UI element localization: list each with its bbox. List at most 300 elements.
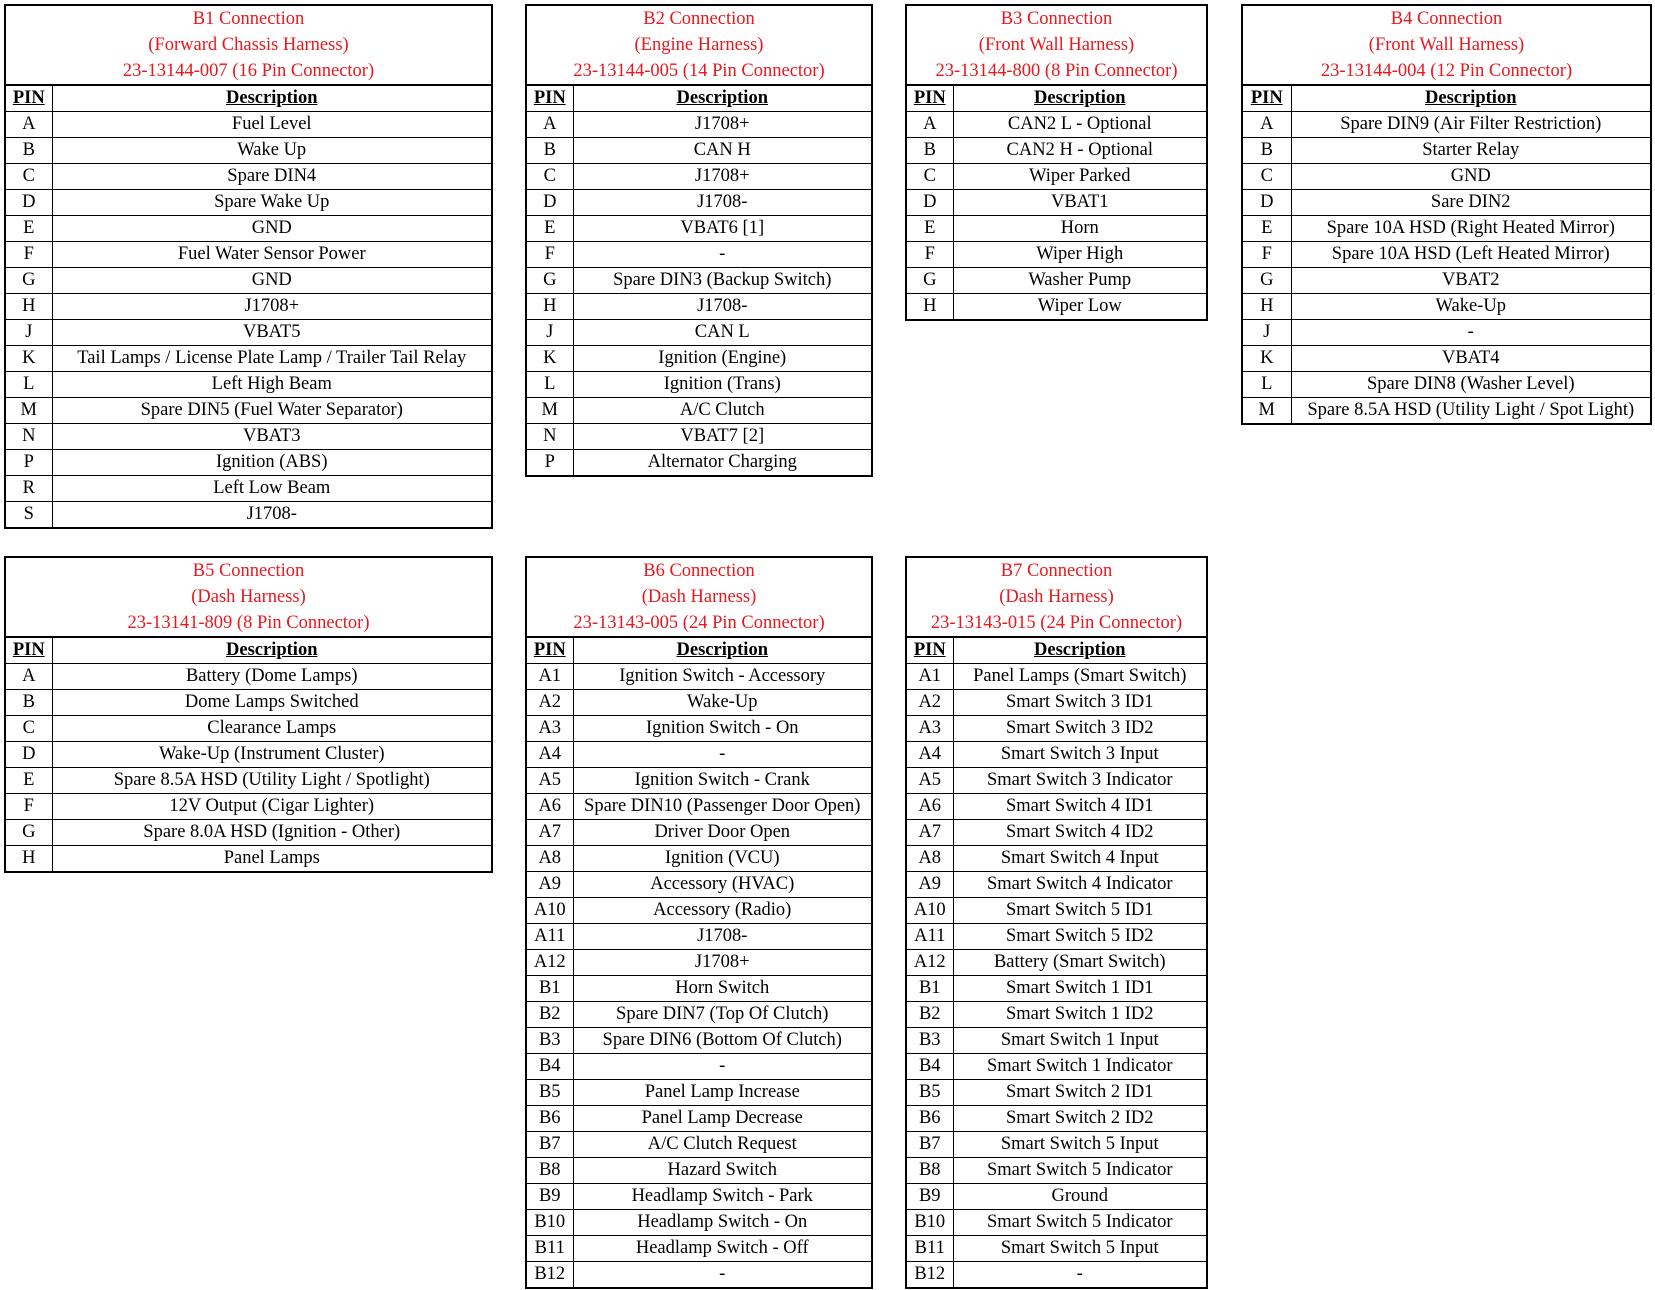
table-row [6,690,491,716]
table-row [907,1028,1206,1054]
pin-cell: A6 [907,794,953,820]
pin-cell: B7 [907,1132,953,1158]
description-column-header: Description [573,86,871,112]
column-header-row [6,86,491,112]
connector-header [1243,6,1650,86]
pin-cell: A [6,112,52,138]
description-cell: Smart Switch 5 Indicator [953,1158,1206,1184]
table-row [6,138,491,164]
pin-cell: B5 [527,1080,573,1106]
description-cell: Fuel Water Sensor Power [52,242,491,268]
description-cell: Smart Switch 1 ID2 [953,1002,1206,1028]
pin-cell: R [6,476,52,502]
description-cell: J1708+ [52,294,491,320]
description-cell: J1708- [573,924,871,950]
pin-column-header: PIN [907,638,953,664]
connector-title: B3 Connection [1000,9,1113,29]
pin-cell: B6 [527,1106,573,1132]
table-row [907,1080,1206,1106]
pin-cell: B [6,138,52,164]
table-row [6,846,491,872]
table-row [527,872,871,898]
table-row [527,372,871,398]
table-row [527,450,871,476]
table-row [907,664,1206,690]
connector-header [907,6,1206,86]
description-cell: - [573,742,871,768]
description-cell: Spare DIN8 (Washer Level) [1291,372,1650,398]
table-row [6,502,491,528]
pin-cell: K [527,346,573,372]
pin-cell: A5 [527,768,573,794]
pin-cell: P [527,450,573,476]
pin-cell: A3 [907,716,953,742]
connector-header [907,558,1206,638]
pin-cell: B10 [907,1210,953,1236]
table-row [527,1106,871,1132]
pin-cell: B8 [527,1158,573,1184]
table-row [527,398,871,424]
pin-column-header: PIN [6,638,52,664]
table-row [907,976,1206,1002]
table-row [1243,190,1650,216]
table-row [527,112,871,138]
description-cell: - [573,1054,871,1080]
connector-table-b6 [525,556,873,1289]
pin-cell: D [527,190,573,216]
table-row [907,1054,1206,1080]
pin-cell: A2 [907,690,953,716]
harness-name: (Front Wall Harness) [1368,35,1525,55]
description-cell: - [573,242,871,268]
description-cell: Alternator Charging [647,452,797,472]
description-cell: Spare DIN10 (Passenger Door Open) [573,794,871,820]
table-row [907,924,1206,950]
description-cell: Ignition (VCU) [573,846,871,872]
table-row [907,1262,1206,1288]
table-row [1243,320,1650,346]
description-cell: Spare DIN6 (Bottom Of Clutch) [573,1028,871,1054]
connector-title: B5 Connection [192,561,305,581]
description-cell: Smart Switch 5 ID1 [953,898,1206,924]
pin-cell: B [6,690,52,716]
pin-cell: K [6,346,52,372]
pin-cell: B11 [907,1236,953,1262]
connector-table-b3 [905,4,1208,321]
table-row [527,424,871,450]
description-cell: VBAT3 [52,424,491,450]
description-cell: Horn Switch [573,976,871,1002]
table-row [907,294,1206,320]
table-row [1243,268,1650,294]
description-cell: Battery (Smart Switch) [953,950,1206,976]
description-cell: Spare 10A HSD (Left Heated Mirror) [1291,242,1650,268]
table-row [527,242,871,268]
description-cell: VBAT4 [1291,346,1650,372]
pin-cell: A [527,112,573,138]
description-cell: Ignition (Engine) [573,346,871,372]
table-row [907,950,1206,976]
pin-cell: A8 [527,846,573,872]
description-cell: Smart Switch 4 Input [953,846,1206,872]
part-number: 23-13141-809 (8 Pin Connector) [127,613,370,633]
table-row [6,190,491,216]
description-cell: GND [52,216,491,242]
table-row [527,190,871,216]
table-row [527,216,871,242]
table-row [6,716,491,742]
pin-cell: C [1243,164,1291,190]
description-cell: VBAT5 [52,320,491,346]
pin-cell: S [6,502,52,528]
description-cell: Spare 10A HSD (Right Heated Mirror) [1291,216,1650,242]
pin-cell: H [6,846,52,872]
description-cell: Ignition (Trans) [573,372,871,398]
table-row [527,1262,871,1288]
pin-cell: A12 [907,950,953,976]
description-cell: VBAT2 [1291,268,1650,294]
pin-cell: M [527,398,573,424]
description-cell: Smart Switch 1 ID1 [953,976,1206,1002]
table-row [527,742,871,768]
part-number: 23-13144-005 (14 Pin Connector) [573,61,825,81]
description-cell: Smart Switch 5 Input [953,1236,1206,1262]
description-cell: Smart Switch 2 ID2 [953,1106,1206,1132]
connector-title: B7 Connection [1000,561,1113,581]
description-column-header: Description [953,638,1206,664]
pin-cell: L [1243,372,1291,398]
pin-cell: A8 [907,846,953,872]
description-cell: Wake Up [52,138,491,164]
connector-table-b1 [4,4,493,529]
table-row [527,346,871,372]
description-cell: Headlamp Switch - Off [573,1236,871,1262]
pin-cell: P [6,450,52,476]
table-row [527,294,871,320]
table-row [527,164,871,190]
pin-cell: H [907,294,953,320]
table-row [527,768,871,794]
description-cell: Smart Switch 4 Indicator [953,872,1206,898]
pin-cell: C [527,164,573,190]
pin-cell: B4 [527,1054,573,1080]
pin-cell: E [6,768,52,794]
description-cell: Wake-Up [573,690,871,716]
pin-cell: B1 [527,976,573,1002]
table-row [907,794,1206,820]
description-cell: - [1291,320,1650,346]
pin-cell: J [527,320,573,346]
pin-cell: B5 [907,1080,953,1106]
table-row [6,294,491,320]
description-cell: Ignition (ABS) [52,450,491,476]
pin-cell: B9 [527,1184,573,1210]
pin-cell: B [527,138,573,164]
table-row [907,742,1206,768]
pin-cell: D [1243,190,1291,216]
pin-table [907,638,1206,1287]
table-row [907,1210,1206,1236]
table-row [527,268,871,294]
description-cell: - [719,1264,726,1284]
table-row [907,216,1206,242]
description-cell: Smart Switch 4 ID1 [953,794,1206,820]
pin-cell: J [6,320,52,346]
pin-cell: A [6,664,52,690]
pin-cell: H [527,294,573,320]
pin-cell: B7 [527,1132,573,1158]
pin-cell: A11 [527,924,573,950]
pin-cell: B2 [527,1002,573,1028]
description-column-header: Description [953,86,1206,112]
pin-cell: C [907,164,953,190]
connector-table-b5 [4,556,493,873]
pin-cell: F [527,242,573,268]
pin-cell: D [907,190,953,216]
table-row [6,794,491,820]
table-row [907,190,1206,216]
description-cell: Panel Lamp Increase [573,1080,871,1106]
pin-cell: A5 [907,768,953,794]
part-number: 23-13143-005 (24 Pin Connector) [573,613,825,633]
pin-cell: H [1243,294,1291,320]
table-row [907,1002,1206,1028]
description-cell: CAN2 L - Optional [953,112,1206,138]
table-row [6,268,491,294]
table-row [907,1106,1206,1132]
pin-cell: G [6,268,52,294]
table-row [6,164,491,190]
description-cell: Wiper Low [1037,296,1122,316]
pin-cell: E [6,216,52,242]
pin-cell: B [907,138,953,164]
pin-cell: B [1243,138,1291,164]
column-header-row [6,638,491,664]
pin-cell: A7 [527,820,573,846]
column-header-row [1243,86,1650,112]
pin-cell: F [6,242,52,268]
description-cell: Battery (Dome Lamps) [52,664,491,690]
table-row [527,1132,871,1158]
pin-table [527,638,871,1287]
table-row [527,846,871,872]
description-cell: Smart Switch 3 ID2 [953,716,1206,742]
pin-table [6,86,491,527]
description-cell: Washer Pump [953,268,1206,294]
pin-cell: B2 [907,1002,953,1028]
description-column-header: Description [573,638,871,664]
table-row [6,742,491,768]
table-row [1243,112,1650,138]
pin-cell: B3 [907,1028,953,1054]
pin-cell: A3 [527,716,573,742]
pin-cell: G [1243,268,1291,294]
description-cell: Panel Lamps [223,848,320,868]
connector-title: B2 Connection [643,9,755,29]
table-row [527,898,871,924]
pin-cell: B4 [907,1054,953,1080]
description-cell: J1708- [573,294,871,320]
pin-cell: A9 [907,872,953,898]
table-row [527,716,871,742]
pin-cell: K [1243,346,1291,372]
pin-cell: A4 [907,742,953,768]
description-cell: Spare DIN9 (Air Filter Restriction) [1291,112,1650,138]
table-row [907,1236,1206,1262]
table-row [1243,372,1650,398]
table-row [527,320,871,346]
harness-name: (Dash Harness) [191,587,306,607]
part-number: 23-13144-800 (8 Pin Connector) [935,61,1178,81]
pin-cell: L [527,372,573,398]
pin-cell: A4 [527,742,573,768]
pin-cell: A2 [527,690,573,716]
description-cell: Ignition Switch - Crank [573,768,871,794]
pin-cell: B3 [527,1028,573,1054]
description-cell: Ground [953,1184,1206,1210]
pin-cell: A10 [527,898,573,924]
table-row [6,768,491,794]
harness-name: (Dash Harness) [999,587,1114,607]
description-cell: Ignition Switch - Accessory [573,664,871,690]
pin-table [907,86,1206,319]
description-cell: J1708- [246,504,297,524]
pin-cell: E [1243,216,1291,242]
description-cell: Spare DIN5 (Fuel Water Separator) [52,398,491,424]
table-row [527,820,871,846]
pin-table [6,638,491,871]
pin-cell: A11 [907,924,953,950]
description-cell: Wiper Parked [953,164,1206,190]
description-cell: Accessory (HVAC) [573,872,871,898]
table-row [907,716,1206,742]
pin-cell: J [1243,320,1291,346]
table-row [907,690,1206,716]
description-cell: GND [52,268,491,294]
description-cell: Spare DIN3 (Backup Switch) [573,268,871,294]
description-cell: Smart Switch 3 Input [953,742,1206,768]
pin-cell: B1 [907,976,953,1002]
column-header-row [907,638,1206,664]
pin-cell: G [907,268,953,294]
table-row [527,690,871,716]
connector-title: B6 Connection [643,561,755,581]
description-cell: Fuel Level [52,112,491,138]
description-column-header: Description [52,86,491,112]
description-cell: Wake-Up [1291,294,1650,320]
pin-cell: A12 [527,950,573,976]
pin-cell: F [907,242,953,268]
table-row [1243,346,1650,372]
pin-cell: C [6,164,52,190]
table-row [907,242,1206,268]
description-cell: Smart Switch 3 ID1 [953,690,1206,716]
description-cell: VBAT7 [2] [573,424,871,450]
table-row [1243,294,1650,320]
pin-cell: B12 [907,1262,953,1288]
pin-cell: A [907,112,953,138]
table-row [527,1236,871,1262]
pin-cell: C [6,716,52,742]
table-row [6,398,491,424]
description-cell: Smart Switch 5 ID2 [953,924,1206,950]
pin-cell: E [527,216,573,242]
table-row [6,242,491,268]
part-number: 23-13143-015 (24 Pin Connector) [930,613,1183,633]
description-cell: Left High Beam [52,372,491,398]
description-cell: J1708- [573,190,871,216]
pin-cell: D [6,190,52,216]
table-row [527,924,871,950]
description-cell: Horn [953,216,1206,242]
pin-cell: H [6,294,52,320]
description-cell: Panel Lamp Decrease [573,1106,871,1132]
table-row [907,898,1206,924]
pin-cell: E [907,216,953,242]
description-cell: Headlamp Switch - Park [573,1184,871,1210]
table-row [527,1028,871,1054]
description-cell: Clearance Lamps [52,716,491,742]
description-cell: Smart Switch 4 ID2 [953,820,1206,846]
description-cell: J1708+ [573,950,871,976]
pin-cell: A [1243,112,1291,138]
description-cell: Tail Lamps / License Plate Lamp / Trailer Tail Relay [52,346,491,372]
pin-cell: A6 [527,794,573,820]
pin-cell: D [6,742,52,768]
pin-cell: B12 [527,1262,573,1288]
pin-cell: L [6,372,52,398]
description-cell: Hazard Switch [573,1158,871,1184]
table-row [527,950,871,976]
table-row [6,346,491,372]
description-cell: Spare Wake Up [52,190,491,216]
connector-table-b7 [905,556,1208,1289]
pin-cell: A9 [527,872,573,898]
description-cell: Wake-Up (Instrument Cluster) [52,742,491,768]
table-row [1243,398,1650,424]
description-cell: CAN2 H - Optional [953,138,1206,164]
description-cell: - [1076,1264,1083,1284]
pin-column-header: PIN [6,86,52,112]
table-row [907,164,1206,190]
pin-cell: A7 [907,820,953,846]
pin-cell: A10 [907,898,953,924]
description-cell: Smart Switch 1 Indicator [953,1054,1206,1080]
harness-name: (Dash Harness) [641,587,757,607]
connector-header [6,558,491,638]
pin-cell: G [6,820,52,846]
table-row [527,1054,871,1080]
description-cell: Sare DIN2 [1291,190,1650,216]
connector-title: B4 Connection [1390,9,1503,29]
table-row [527,794,871,820]
pin-column-header: PIN [527,86,573,112]
pin-cell: M [1243,398,1291,424]
description-column-header: Description [52,638,491,664]
table-row [6,372,491,398]
description-cell: A/C Clutch [573,398,871,424]
harness-name: (Forward Chassis Harness) [148,35,349,55]
column-header-row [527,86,871,112]
table-row [1243,216,1650,242]
table-row [907,872,1206,898]
connector-table-b4 [1241,4,1652,425]
harness-name: (Front Wall Harness) [978,35,1135,55]
description-cell: Accessory (Radio) [573,898,871,924]
table-row [527,1210,871,1236]
description-cell: Panel Lamps (Smart Switch) [953,664,1206,690]
table-row [907,1158,1206,1184]
